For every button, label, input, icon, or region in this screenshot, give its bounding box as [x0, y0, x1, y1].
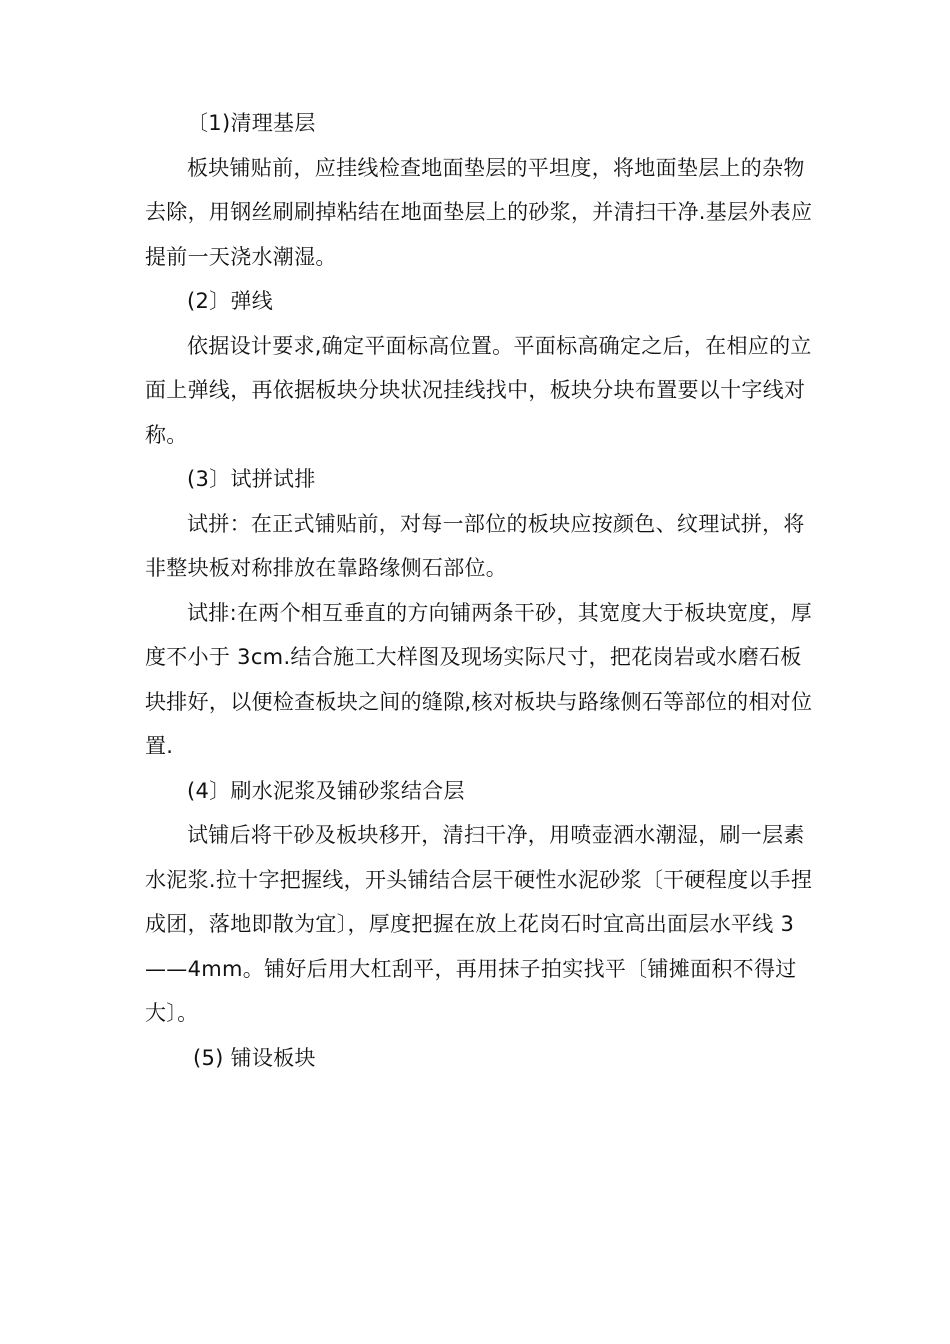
section-2-paragraph-1: 依据设计要求,确定平面标高位置。平面标高确定之后，在相应的立面上弹线，再依据板块分块状况挂线找中，板块分块布置要以十字线对称。 — [145, 333, 812, 447]
section-heading-4: (4〕刷水泥浆及铺砂浆结合层 — [187, 778, 465, 803]
section-heading-1: 〔1)清理基层 — [187, 111, 316, 135]
section-1-paragraph-1: 板块铺贴前，应挂线检查地面垫层的平坦度，将地面垫层上的杂物去除，用钢丝刷刷掉粘结在地面垫层上的砂浆，并清扫干净.基层外表应提前一天浇水潮湿。 — [145, 155, 813, 269]
section-heading-2: (2〕弹线 — [187, 289, 274, 313]
section-3-paragraph-2: 试排:在两个相互垂直的方向铺两条干砂，其宽度大于板块宽度，厚度不小于 3cm.结合施工大样图及现场实际尺寸，把花岗岩或水磨石板块排好，以便检查板块之间的缝隙,核对板块与路缘侧石等部位的相对位置. — [145, 600, 813, 758]
section-3-paragraph-1: 试拼：在正式铺贴前，对每一部位的板块应按颜色、纹理试拼，将非整块板对称排放在靠路缘侧石部位。 — [145, 511, 805, 580]
section-4-paragraph-1: 试铺后将干砂及板块移开，清扫干净，用喷壶洒水潮湿，刷一层素水泥浆.拉十字把握线，开头铺结合层干硬性水泥砂浆〔干硬程度以手捏成团，落地即散为宜〕，厚度把握在放上花岗石时宜高出面层水平线 3——4mm。铺好后用大杠刮平，再用抹子拍实找平〔铺摊面积不得过大〕。 — [145, 823, 813, 1025]
section-heading-3: (3〕试拼试排 — [187, 467, 316, 491]
section-heading-5: (5) 铺设板块 — [193, 1045, 316, 1070]
document-body — [145, 101, 815, 1080]
